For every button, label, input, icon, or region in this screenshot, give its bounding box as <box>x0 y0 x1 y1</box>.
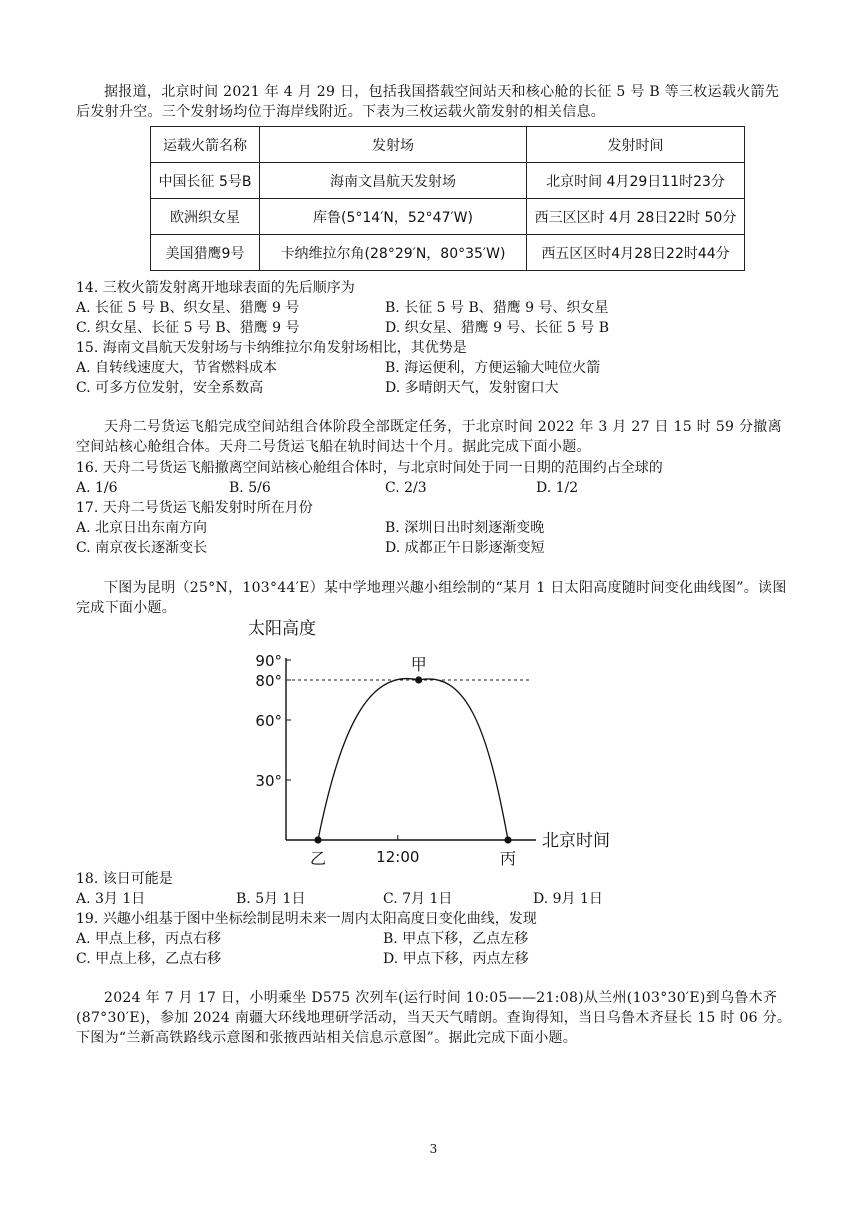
question-18-option-d: D. 9月 1日 <box>533 891 603 907</box>
question-14-option-b: B. 长征 5 号 B、猎鹰 9 号、织女星 <box>385 300 609 316</box>
point-label: 甲 <box>410 655 427 674</box>
question-17-option-a: A. 北京日出东南方向 <box>76 520 208 536</box>
question-15-stem: 15. 海南文昌航天发射场与卡纳维拉尔角发射场相比，其优势是 <box>76 340 467 356</box>
table-cell: 美国猎鹰9号 <box>151 235 260 271</box>
question-14-stem: 14. 三枚火箭发射离开地球表面的先后顺序为 <box>76 280 355 296</box>
table-row <box>151 163 745 199</box>
table-cell: 西五区区时4月28日22时44分 <box>527 235 745 271</box>
chart-x-axis-label: 北京时间 <box>542 831 610 851</box>
intro-paragraph-1: 据报道，北京时间 2021 年 4 月 29 日，包括我国搭载空间站天和核心舱的长征 5 号 B 等三枚运载火箭先后发射升空。三个发射场均位于海岸线附近。下表为三枚运载火箭发射的相关信息。 <box>76 84 780 120</box>
y-tick-label: 30° <box>255 772 282 790</box>
sun-altitude-curve <box>318 679 508 840</box>
y-tick-label: 80° <box>255 672 282 690</box>
table-row <box>151 199 745 235</box>
table-header: 发射场 <box>260 127 527 163</box>
table-cell: 海南文昌航天发射场 <box>260 163 527 199</box>
question-16-stem: 16. 天舟二号货运飞船撤离空间站核心舱组合体时，与北京时间处于同一日期的范围约占全球的 <box>76 460 663 476</box>
question-16-option-b: B. 5/6 <box>229 480 271 496</box>
table-cell: 中国长征 5号B <box>151 163 260 199</box>
question-18-stem: 18. 该日可能是 <box>76 871 173 887</box>
table-header-row <box>151 127 745 163</box>
question-15-option-d: D. 多晴朗天气，发射窗口大 <box>385 380 559 396</box>
question-17-option-c: C. 南京夜长逐渐变长 <box>76 540 208 556</box>
rocket-table <box>150 126 745 271</box>
intro-paragraph-4: 2024 年 7 月 17 日，小明乘坐 D575 次列车(运行时间 10:05——21:08)从兰州(103°30′E)到乌鲁木齐(87°30′E)，参加 2024 南疆大环线地理研学活动，当天天气晴朗。查询得知，当日乌鲁木齐昼长 15 时 06 分。下图为“兰新高铁路线示意图和张掖西站相关信息示意图”。据此完成下面小题。 <box>76 990 792 1046</box>
question-18-option-b: B. 5月 1日 <box>236 891 306 907</box>
question-14-option-c: C. 织女星、长征 5 号 B、猎鹰 9 号 <box>76 320 300 336</box>
question-15-option-b: B. 海运便利，方便运输大吨位火箭 <box>385 360 601 376</box>
point-label: 乙 <box>309 849 327 868</box>
table-cell: 库鲁(5°14′N，52°47′W) <box>260 199 527 235</box>
table-header: 运载火箭名称 <box>151 127 260 163</box>
question-14-option-d: D. 织女星、猎鹰 9 号、长征 5 号 B <box>385 320 609 336</box>
table-cell: 西三区区时 4月 28日22时 50分 <box>527 199 745 235</box>
question-16-option-c: C. 2/3 <box>385 480 427 496</box>
intro-paragraph-3: 下图为昆明（25°N，103°44′E）某中学地理兴趣小组绘制的“某月 1 日太阳高度随时间变化曲线图”。读图完成下面小题。 <box>76 580 787 616</box>
sun-altitude-chart <box>240 612 630 870</box>
point-marker-bing <box>504 836 511 843</box>
table-row <box>151 235 745 271</box>
question-19-option-c: C. 甲点上移，乙点右移 <box>76 951 222 967</box>
page-number: 3 <box>429 1142 438 1156</box>
x-tick-label: 12:00 <box>376 848 420 866</box>
question-18-option-a: A. 3月 1日 <box>76 891 146 907</box>
question-15-option-a: A. 自转线速度大，节省燃料成本 <box>76 360 278 376</box>
chart-y-axis-label: 太阳高度 <box>248 619 316 639</box>
question-19-stem: 19. 兴趣小组基于图中坐标绘制昆明未来一周内太阳高度日变化曲线，发现 <box>76 911 537 927</box>
question-17-option-d: D. 成都正午日影逐渐变短 <box>385 540 545 556</box>
question-16-option-a: A. 1/6 <box>76 480 118 496</box>
question-19-option-d: D. 甲点下移，丙点左移 <box>383 951 529 967</box>
y-tick-label: 90° <box>255 652 282 670</box>
table-cell: 北京时间 4月29日11时23分 <box>527 163 745 199</box>
table-header: 发射时间 <box>527 127 745 163</box>
table-cell: 卡纳维拉尔角(28°29′N，80°35′W) <box>260 235 527 271</box>
question-18-option-c: C. 7月 1日 <box>383 891 453 907</box>
question-17-option-b: B. 深圳日出时刻逐渐变晚 <box>385 520 545 536</box>
y-tick-label: 60° <box>255 712 282 730</box>
question-17-stem: 17. 天舟二号货运飞船发射时所在月份 <box>76 500 313 516</box>
question-14-option-a: A. 长征 5 号 B、织女星、猎鹰 9 号 <box>76 300 300 316</box>
question-15-option-c: C. 可多方位发射，安全系数高 <box>76 380 264 396</box>
question-19-option-b: B. 甲点下移，乙点左移 <box>383 931 529 947</box>
point-marker-yi <box>314 836 321 843</box>
question-16-option-d: D. 1/2 <box>536 480 579 496</box>
question-19-option-a: A. 甲点上移，丙点右移 <box>76 931 222 947</box>
point-marker-jia <box>415 676 422 683</box>
intro-paragraph-2: 天舟二号货运飞船完成空间站组合体阶段全部既定任务，于北京时间 2022 年 3 月 27 日 15 时 59 分撤离空间站核心舱组合体。天舟二号货运飞船在轨时间达十个月。据此完成下面小题。 <box>76 419 782 455</box>
table-cell: 欧洲织女星 <box>151 199 260 235</box>
point-label: 丙 <box>499 849 517 868</box>
